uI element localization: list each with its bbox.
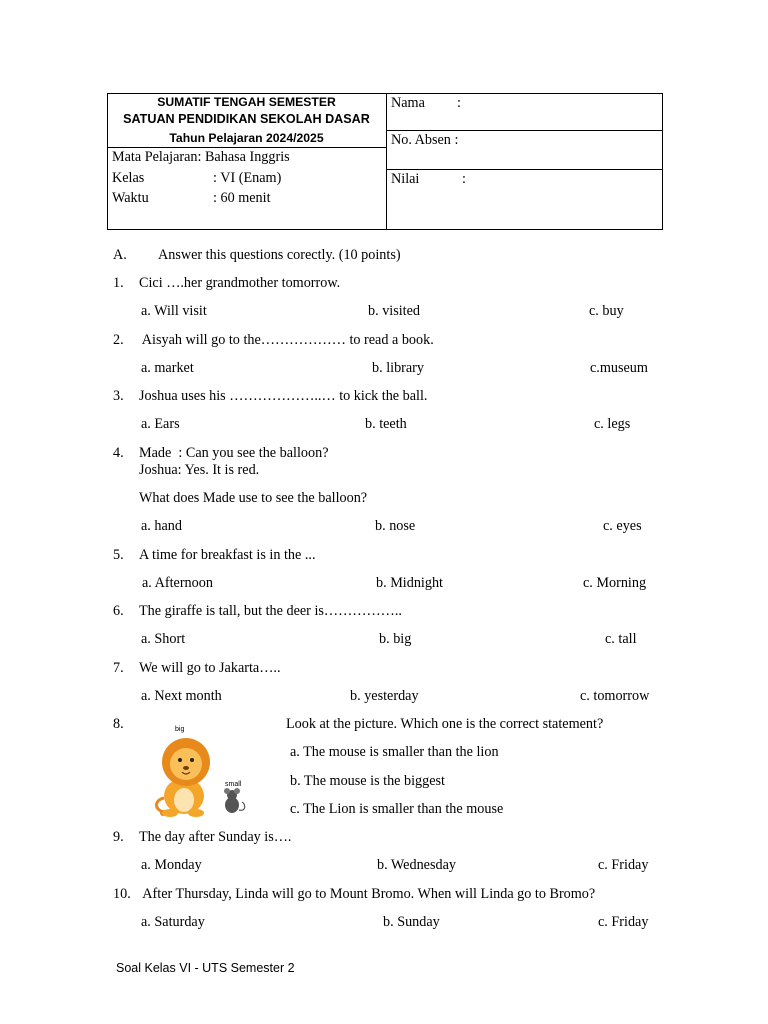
option-c[interactable]: c. tomorrow bbox=[580, 688, 650, 704]
option-a[interactable]: a. Ears bbox=[141, 416, 180, 432]
page-footer: Soal Kelas VI - UTS Semester 2 bbox=[116, 961, 295, 975]
question-number: 2. bbox=[113, 332, 124, 348]
option-c[interactable]: c. Morning bbox=[583, 575, 647, 591]
mouse-tail bbox=[239, 802, 245, 810]
question-number: 4. bbox=[113, 445, 124, 461]
nilai-colon: : bbox=[462, 171, 466, 187]
lion-belly bbox=[174, 788, 194, 812]
header-rule-right-1 bbox=[386, 130, 663, 131]
option-b[interactable]: b. yesterday bbox=[350, 688, 419, 704]
question-number: 3. bbox=[113, 388, 124, 404]
lion-nose bbox=[183, 766, 189, 770]
question-number: 6. bbox=[113, 603, 124, 619]
lion-eye-right bbox=[190, 758, 194, 762]
option-b[interactable]: b. big bbox=[379, 631, 412, 647]
pic-label-big: big bbox=[175, 726, 185, 733]
option-a[interactable]: a. market bbox=[141, 360, 194, 376]
pic-label-small: small bbox=[225, 781, 242, 788]
question-text: The day after Sunday is…. bbox=[139, 829, 292, 845]
name-label: Nama bbox=[391, 95, 425, 111]
option-b[interactable]: b. Sunday bbox=[383, 914, 440, 930]
option-a[interactable]: a. hand bbox=[141, 518, 182, 534]
option-b[interactable]: b. The mouse is the biggest bbox=[290, 773, 445, 789]
option-c[interactable]: c. legs bbox=[594, 416, 631, 432]
question-text: We will go to Jakarta….. bbox=[139, 660, 281, 676]
lion-mouse-illustration bbox=[150, 720, 260, 820]
mouse-ear-left bbox=[224, 788, 230, 794]
nilai-label: Nilai bbox=[391, 171, 420, 187]
exam-title: SUMATIF TENGAH SEMESTER bbox=[157, 95, 336, 109]
option-c[interactable]: c. Friday bbox=[598, 914, 649, 930]
academic-year: Tahun Pelajaran 2024/2025 bbox=[169, 131, 324, 145]
option-b[interactable]: b. Midnight bbox=[376, 575, 444, 591]
name-colon: : bbox=[457, 95, 461, 111]
lion-foot-right bbox=[188, 809, 204, 817]
option-c[interactable]: c. buy bbox=[589, 303, 624, 319]
time-value: : 60 menit bbox=[213, 190, 271, 206]
question-text: Look at the picture. Which one is the correct statement? bbox=[286, 716, 604, 732]
dialogue-line-1: Made : Can you see the balloon? bbox=[139, 445, 329, 461]
lion-eye-left bbox=[178, 758, 182, 762]
lion-face bbox=[170, 748, 202, 780]
question-number: 1. bbox=[113, 275, 124, 291]
subject-label: Mata Pelajaran: Bahasa Inggris bbox=[112, 149, 290, 165]
section-instruction: Answer this questions corectly. (10 points) bbox=[158, 247, 401, 263]
header-table bbox=[107, 93, 663, 230]
option-c[interactable]: c. tall bbox=[605, 631, 637, 647]
section-letter: A. bbox=[113, 247, 127, 263]
question-number: 9. bbox=[113, 829, 124, 845]
option-a[interactable]: a. Short bbox=[141, 631, 186, 647]
dialogue-line-2: Joshua: Yes. It is red. bbox=[139, 462, 260, 478]
option-a[interactable]: a. The mouse is smaller than the lion bbox=[290, 744, 499, 760]
option-a[interactable]: a. Saturday bbox=[141, 914, 205, 930]
option-b[interactable]: b. teeth bbox=[365, 416, 407, 432]
header-rule-left bbox=[107, 147, 386, 148]
question-number: 8. bbox=[113, 716, 124, 732]
question-text: Aisyah will go to the……………… to read a book. bbox=[139, 332, 434, 348]
mouse-ear-right bbox=[234, 788, 240, 794]
question-text: Joshua uses his ………………..… to kick the ball. bbox=[139, 388, 428, 404]
option-b[interactable]: b. library bbox=[372, 360, 425, 376]
question-number: 7. bbox=[113, 660, 124, 676]
question-text: A time for breakfast is in the ... bbox=[139, 547, 316, 563]
question-text: After Thursday, Linda will go to Mount Bromo. When will Linda go to Bromo? bbox=[136, 886, 596, 902]
option-b[interactable]: b. visited bbox=[368, 303, 421, 319]
class-value: : VI (Enam) bbox=[213, 170, 282, 186]
time-label: Waktu bbox=[112, 190, 149, 206]
option-a[interactable]: a. Monday bbox=[141, 857, 202, 873]
option-c[interactable]: c.museum bbox=[590, 360, 648, 376]
option-c[interactable]: c. eyes bbox=[603, 518, 642, 534]
school-level: SATUAN PENDIDIKAN SEKOLAH DASAR bbox=[123, 112, 370, 126]
option-c[interactable]: c. The Lion is smaller than the mouse bbox=[290, 801, 504, 817]
option-c[interactable]: c. Friday bbox=[598, 857, 649, 873]
lion-foot-left bbox=[162, 809, 178, 817]
option-b[interactable]: b. Wednesday bbox=[377, 857, 456, 873]
header-rule-right-2 bbox=[386, 169, 663, 170]
question-text: Cici ….her grandmother tomorrow. bbox=[139, 275, 341, 291]
absen-label: No. Absen : bbox=[391, 132, 459, 148]
question-text: What does Made use to see the balloon? bbox=[139, 490, 368, 506]
option-a[interactable]: a. Will visit bbox=[141, 303, 207, 319]
option-b[interactable]: b. nose bbox=[375, 518, 416, 534]
question-number: 10. bbox=[113, 886, 131, 902]
question-text: The giraffe is tall, but the deer is…………….. bbox=[139, 603, 402, 619]
option-a[interactable]: a. Afternoon bbox=[142, 575, 213, 591]
header-divider bbox=[386, 93, 387, 230]
option-a[interactable]: a. Next month bbox=[141, 688, 222, 704]
class-label: Kelas bbox=[112, 170, 145, 186]
lion-mouse-picture bbox=[150, 720, 260, 820]
lion-tail bbox=[157, 798, 165, 812]
question-number: 5. bbox=[113, 547, 124, 563]
